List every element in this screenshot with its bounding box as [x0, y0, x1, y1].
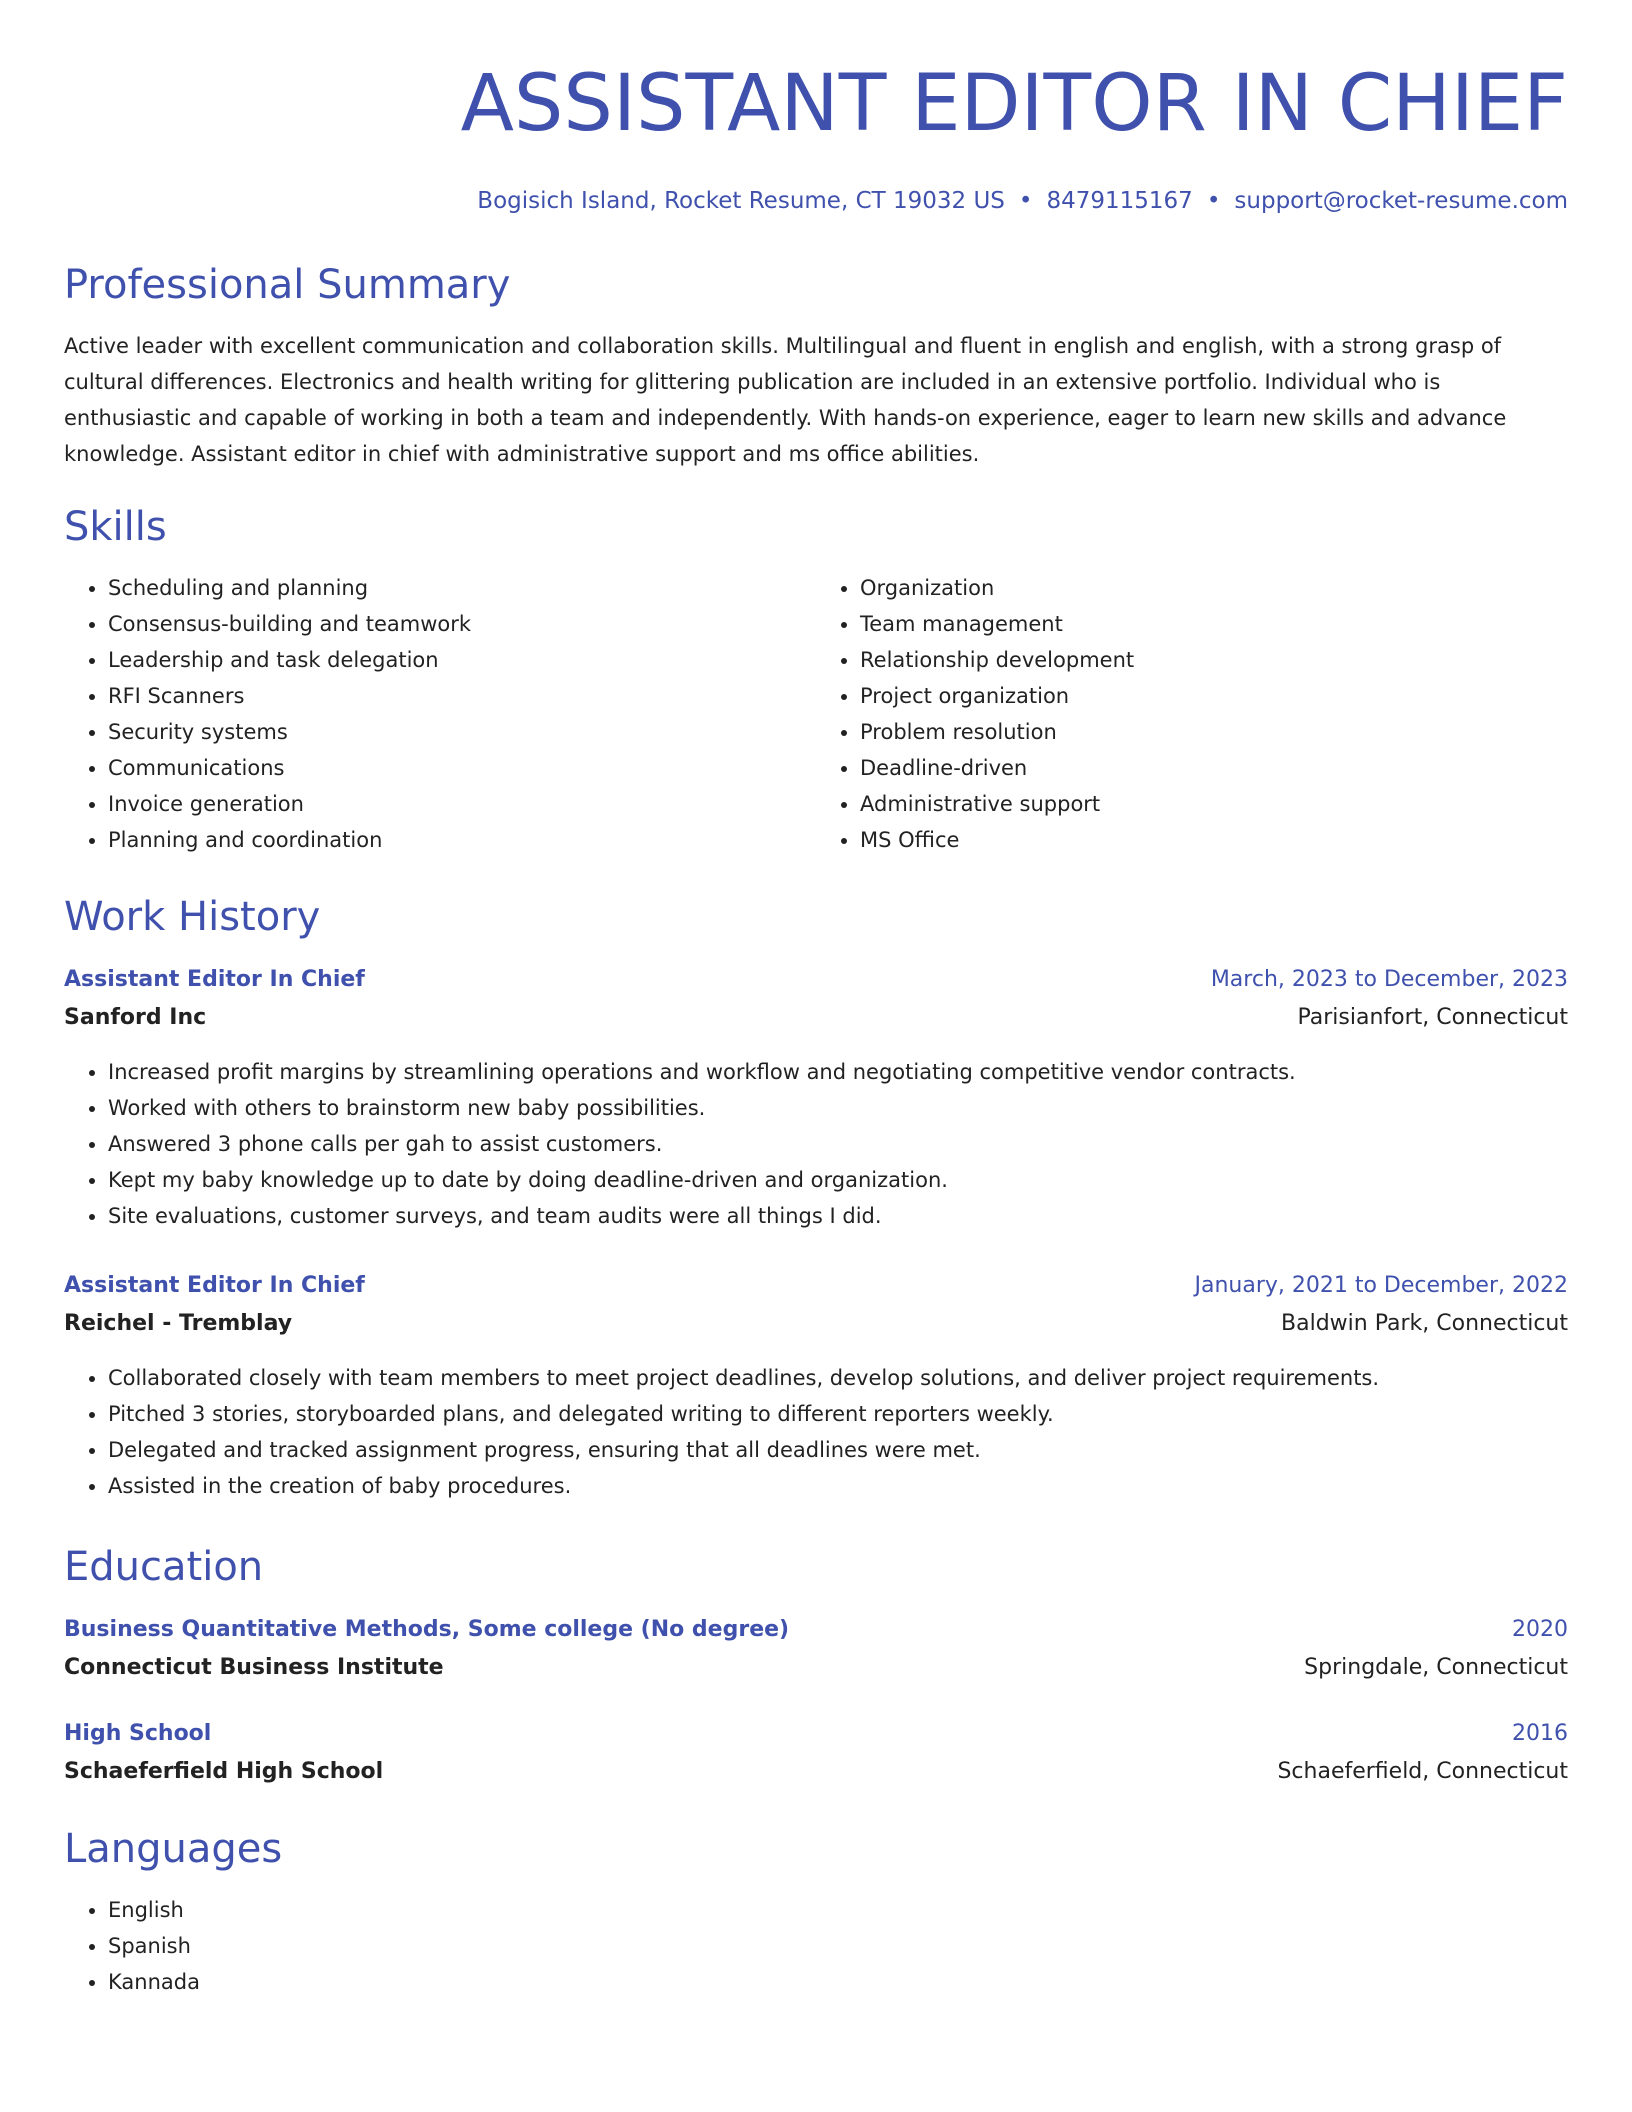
section-title-skills: Skills — [64, 504, 167, 550]
education-year: 2020 — [1512, 1617, 1568, 1642]
job-bullet: • Collaborated closely with team members to meet project deadlines, develop solutions, and deliver project requirements. — [108, 1360, 1568, 1396]
skill-item: • Organization — [860, 570, 1568, 606]
job-header-row — [64, 962, 1568, 998]
job-bullet: • Kept my baby knowledge up to date by doing deadline-driven and organization. — [108, 1162, 1568, 1198]
education-year: 2016 — [1512, 1721, 1568, 1746]
language-item: • Spanish — [108, 1928, 1568, 1964]
education-school: Connecticut Business Institute — [64, 1655, 444, 1680]
section-title-education: Education — [64, 1544, 264, 1590]
skill-item: • Leadership and task delegation — [108, 642, 816, 678]
job-bullet: • Pitched 3 stories, storyboarded plans, and delegated writing to different reporters weekly. — [108, 1396, 1568, 1432]
job-company: Reichel - Tremblay — [64, 1311, 293, 1336]
languages-items — [64, 1892, 1568, 2000]
education-header-row — [64, 1612, 1568, 1648]
job-bullet: • Assisted in the creation of baby procedures. — [108, 1468, 1568, 1504]
education-school-row — [64, 1648, 1568, 1686]
skill-item: • Administrative support — [860, 786, 1568, 822]
job-company-row — [64, 998, 1568, 1036]
section-title-summary: Professional Summary — [64, 262, 511, 308]
job-dates: March, 2023 to December, 2023 — [1210, 967, 1568, 992]
skill-item: • Communications — [108, 750, 816, 786]
language-item: • Kannada — [108, 1964, 1568, 2000]
skill-item: • Project organization — [860, 678, 1568, 714]
contact-line — [64, 186, 1568, 216]
skill-item: • Relationship development — [860, 642, 1568, 678]
contact-address: Bogisich Island, Rocket Resume, CT 19032 US — [477, 188, 1005, 214]
skill-item: • Security systems — [108, 714, 816, 750]
skill-item: • Team management — [860, 606, 1568, 642]
education-degree: Business Quantitative Methods, Some college (No degree) — [64, 1617, 790, 1642]
job-bullets — [64, 1360, 1568, 1504]
job-dates: January, 2021 to December, 2022 — [1194, 1273, 1568, 1298]
job-company: Sanford Inc — [64, 1005, 207, 1030]
resume-name: ASSISTANT EDITOR IN CHIEF — [460, 59, 1568, 149]
skill-item: • RFI Scanners — [108, 678, 816, 714]
contact-separator: • — [1206, 188, 1221, 214]
education-header-row — [64, 1716, 1568, 1752]
skills-column-right — [816, 570, 1568, 858]
skill-item: • Scheduling and planning — [108, 570, 816, 606]
education-school-row — [64, 1752, 1568, 1790]
contact-phone: 8479115167 — [1046, 188, 1193, 214]
skill-item: • Invoice generation — [108, 786, 816, 822]
education-entry — [64, 1612, 1568, 1686]
section-title-work-history: Work History — [64, 894, 321, 940]
section-title-languages: Languages — [64, 1826, 283, 1872]
skill-item: • Problem resolution — [860, 714, 1568, 750]
skills-column-left — [64, 570, 816, 858]
summary-text: Active leader with excellent communication and collaboration skills. Multilingual and fluent in english and english, with a strong grasp of cultural differences. Electronics and health writing for glittering publication are included in an extensive portfolio. Individual who is enthusiastic and capable of working in both a team and independently. With hands-on experience, eager to learn new skills and advance knowledge. Assistant editor in chief with administrative support and ms office abilities. — [64, 334, 1507, 466]
job-entry — [64, 962, 1568, 1234]
skills-list — [64, 570, 1568, 858]
skill-item: • MS Office — [860, 822, 1568, 858]
languages-list — [64, 1892, 1568, 2000]
education-degree: High School — [64, 1721, 212, 1746]
education-entry — [64, 1716, 1568, 1790]
education-school: Schaeferfield High School — [64, 1759, 384, 1784]
education-location: Schaeferfield, Connecticut — [1277, 1759, 1568, 1784]
job-bullets — [64, 1054, 1568, 1234]
job-bullet: • Worked with others to brainstorm new baby possibilities. — [108, 1090, 1568, 1126]
language-item: • English — [108, 1892, 1568, 1928]
skill-item: • Deadline-driven — [860, 750, 1568, 786]
job-company-row — [64, 1304, 1568, 1342]
job-bullet: • Increased profit margins by streamlining operations and workflow and negotiating competitive vendor contracts. — [108, 1054, 1568, 1090]
job-bullet: • Site evaluations, customer surveys, and team audits were all things I did. — [108, 1198, 1568, 1234]
job-location: Parisianfort, Connecticut — [1297, 1005, 1568, 1030]
resume-page — [64, 56, 1568, 2000]
contact-email: support@rocket-resume.com — [1234, 188, 1568, 214]
job-role: Assistant Editor In Chief — [64, 967, 365, 992]
job-header-row — [64, 1268, 1568, 1304]
job-bullet: • Delegated and tracked assignment progress, ensuring that all deadlines were met. — [108, 1432, 1568, 1468]
job-role: Assistant Editor In Chief — [64, 1273, 365, 1298]
job-location: Baldwin Park, Connecticut — [1281, 1311, 1568, 1336]
skill-item: • Planning and coordination — [108, 822, 816, 858]
contact-separator: • — [1018, 188, 1033, 214]
job-bullet: • Answered 3 phone calls per gah to assist customers. — [108, 1126, 1568, 1162]
education-location: Springdale, Connecticut — [1304, 1655, 1568, 1680]
job-entry — [64, 1268, 1568, 1504]
skill-item: • Consensus-building and teamwork — [108, 606, 816, 642]
